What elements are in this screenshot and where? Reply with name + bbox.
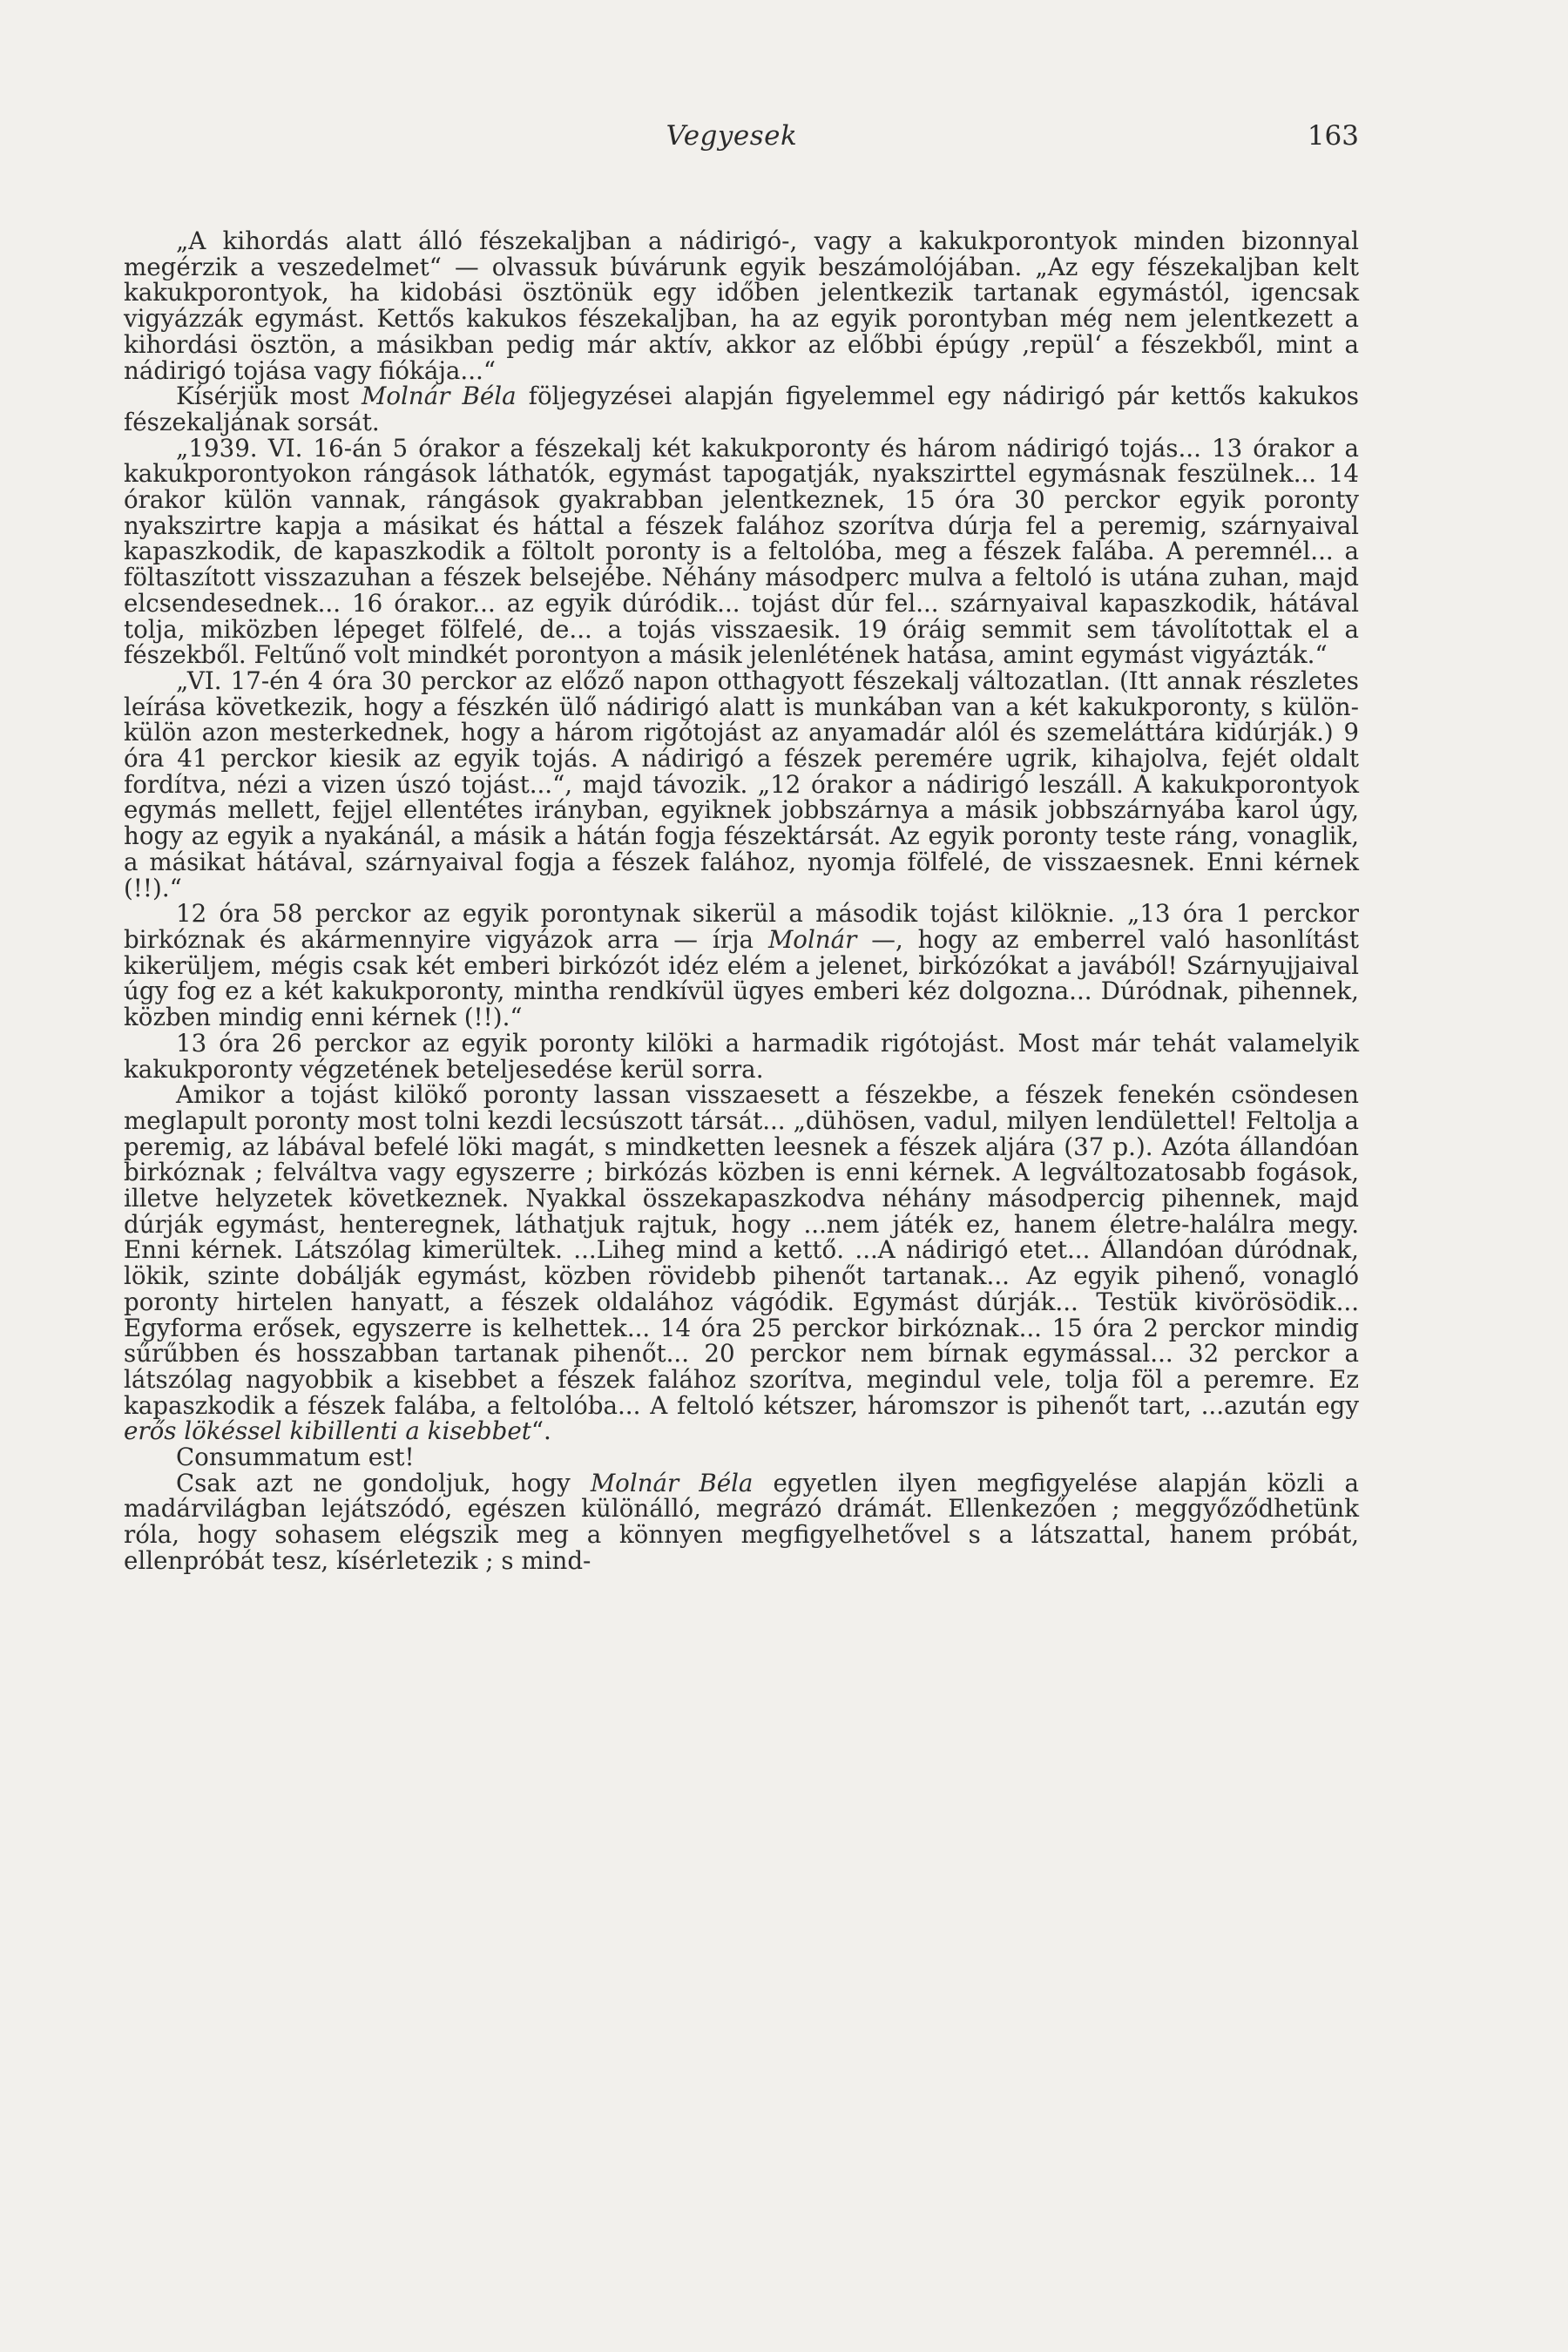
text-span: Csak azt ne gondoljuk, hogy	[176, 1468, 591, 1497]
author-name: Molnár Béla	[590, 1468, 754, 1497]
paragraph	[124, 1470, 1359, 1574]
text-span: egyetlen ilyen megfigyelése alapján közli a madárvilágban lejátszódó, egészen különálló, megrázó drámát. Ellenkezően ; meggyőződhetünk róla, hogy sohasem elégszik meg a könnyen megfigyelhetővel s a látszattal, hanem próbát, ellenpróbát tesz, kísérletezik ; s mind-	[124, 1468, 1359, 1575]
page-header	[105, 120, 1359, 155]
paragraph	[124, 668, 1359, 901]
paragraph	[124, 433, 1359, 670]
running-title: Vegyesek	[666, 120, 798, 152]
text-span: “.	[531, 1416, 551, 1446]
paragraph	[124, 1444, 1359, 1470]
paragraph	[124, 383, 1359, 435]
paragraph	[124, 1028, 1359, 1084]
text-span: „VI. 17-én 4 óra 30 perckor az előző napon otthagyott fészekalj változatlan. (Itt annak részletes leírása következik, hogy a fészkén ülő nádirigó alatt is munkában van a két kakukporonty, s külön-külön azon mesterkednek, hogy a három rigótojást az anyamadár alól és szemeláttára kidúrják.) 9 óra 41 perckor kiesik az egyik tojás. A nádirigó a fészek peremére ugrik, kihajolva, fejét oldalt fordítva, nézi a vizen úszó tojást...“, majd távozik. „12 órakor a nádirigó leszáll. A kakukporontyok egymás mellett, fejjel ellentétes irányban, egyiknek jobbszárnya a másik jobbszárnyába karol úgy, hogy az egyik a nyakánál, a másik a hátán fogja fészektársát. Az egyik poronty teste ráng, vonaglik, a másikat hátával, szárnyaival fogja a fészek falához, nyomja fölfelé, de visszaesnek. Enni kérnek (!!).“	[124, 666, 1359, 902]
paragraph	[124, 228, 1359, 383]
paragraph	[124, 1082, 1359, 1444]
text-span: följegyzései alapján figyelemmel egy nádirigó pár kettős kakukos fészekaljának sorsát.	[124, 382, 1359, 436]
text-span: 12 óra 58 perckor az egyik porontynak sikerül a második tojást kilöknie. „13 óra 1 perckor birkóznak és akármennyire vigyázok arra — írja	[124, 899, 1359, 954]
text-span: Consummatum est!	[176, 1443, 415, 1472]
paragraph	[124, 901, 1359, 1031]
text-span: Amikor a tojást kilökő poronty lassan visszaesett a fészekbe, a fészek fenekén csöndesen meglapult poronty most tolni kezdi lecsúszott társát... „dühösen, vadul, milyen lendülettel! Feltolja a peremig, az lábával befelé löki magát, s mindketten leesnek a fészek aljára (37 p.). Azóta állandóan birkóznak ; felváltva vagy egyszerre ; birkózás közben is enni kérnek. A legváltozatosabb fogások, illetve helyzetek következnek. Nyakkal összekapaszkodva néhány másodpercig pihennek, majd dúrják egymást, henteregnek, láthatjuk rajtuk, hogy ...nem játék ez, hanem életre-halálra megy. Enni kérnek. Látszólag kimerültek. ...Liheg mind a kettő. ...A nádirigó etet... Állandóan dúródnak, lökik, szinte dobálják egymást, közben rövidebb pihenőt tartanak... Az egyik pihenő, vonagló poronty hirtelen hanyatt, a fészek oldalához vágódik. Egymást dúrják... Testük kivörösödik... Egyforma erősek, egyszerre is kelhettek... 14 óra 25 perckor birkóznak... 15 óra 2 perckor mindig sűrűbben és hosszabban tartanak pihenőt... 20 perckor nem bírnak egymással... 32 perckor a látszólag nagyobbik a kisebbet a fészek falához szorítva, megindul vele, tolja föl a peremre. Ez kapaszkodik a fészek falába, a feltolóba... A feltoló kétszer, háromszor is pihenőt tart, ...azután egy	[124, 1080, 1359, 1420]
text-span: Kísérjük most	[176, 382, 362, 411]
author-name: Molnár	[767, 924, 857, 954]
author-name: Molnár Béla	[361, 382, 517, 411]
text-span: 13 óra 26 perckor az egyik poronty kilöki a harmadik rigótojást. Most már tehát valamelyik kakukporonty végzetének beteljesedése kerül sorra.	[124, 1028, 1359, 1084]
page-number: 163	[1307, 120, 1359, 152]
body-text	[124, 228, 1359, 1574]
text-span: „1939. VI. 16-án 5 órakor a fészekalj két kakukporonty és három nádirigó tojás... 13 órakor a kakukporontyokon rángások láthatók, egymást tapogatják, nyakszirttel egymásnak feszülnek... 14 órakor külön vannak, rángások gyakrabban jelentkeznek, 15 óra 30 perckor egyik poronty nyakszirtre kapja a másikat és háttal a fészek falához szorítva dúrja fel a peremig, szárnyaival kapaszkodik, de kapaszkodik a föltolt poronty is a feltolóba, meg a fészek falába. A peremnél... a föltaszított visszazuhan a fészek belsejébe. Néhány másodperc mulva a feltoló is utána zuhan, majd elcsendesednek... 16 órakor... az egyik dúródik... tojást dúr fel... szárnyaival kapaszkodik, hátával tolja, miközben lépeget fölfelé, de... a tojás visszaesik. 19 óráig semmit sem távolítottak el a fészekből. Feltűnő volt mindkét porontyon a másik jelenlétének hatása, amint egymást vigyázták.“	[124, 433, 1359, 670]
emphasized-quote: erős lökéssel kibillenti a kisebbet	[124, 1416, 531, 1446]
text-span: —, hogy az emberrel való hasonlítást kikerüljem, mégis csak két emberi birkózót idéz elém a jelenet, birkózókat a javából! Szárnyujjaival úgy fog ez a két kakukporonty, mintha rendkívül ügyes emberi kéz dolgozna... Dúródnak, pihennek, közben mindig enni kérnek (!!).“	[124, 924, 1359, 1032]
text-span: „A kihordás alatt álló fészekaljban a nádirigó-, vagy a kakukporontyok minden bizonnyal megérzik a veszedelmet“ — olvassuk búvárunk egyik beszámolójában. „Az egy fészekaljban kelt kakukporontyok, ha kidobási ösztönük egy időben jelentkezik tartanak egymástól, igencsak vigyázzák egymást. Kettős kakukos fészekaljban, ha az egyik porontyban még nem jelentkezett a kihordási ösztön, a másikban pedig már aktív, akkor az előbbi épúgy ‚repül‘ a fészekből, mint a nádirigó tojása vagy fiókája...“	[124, 226, 1359, 385]
